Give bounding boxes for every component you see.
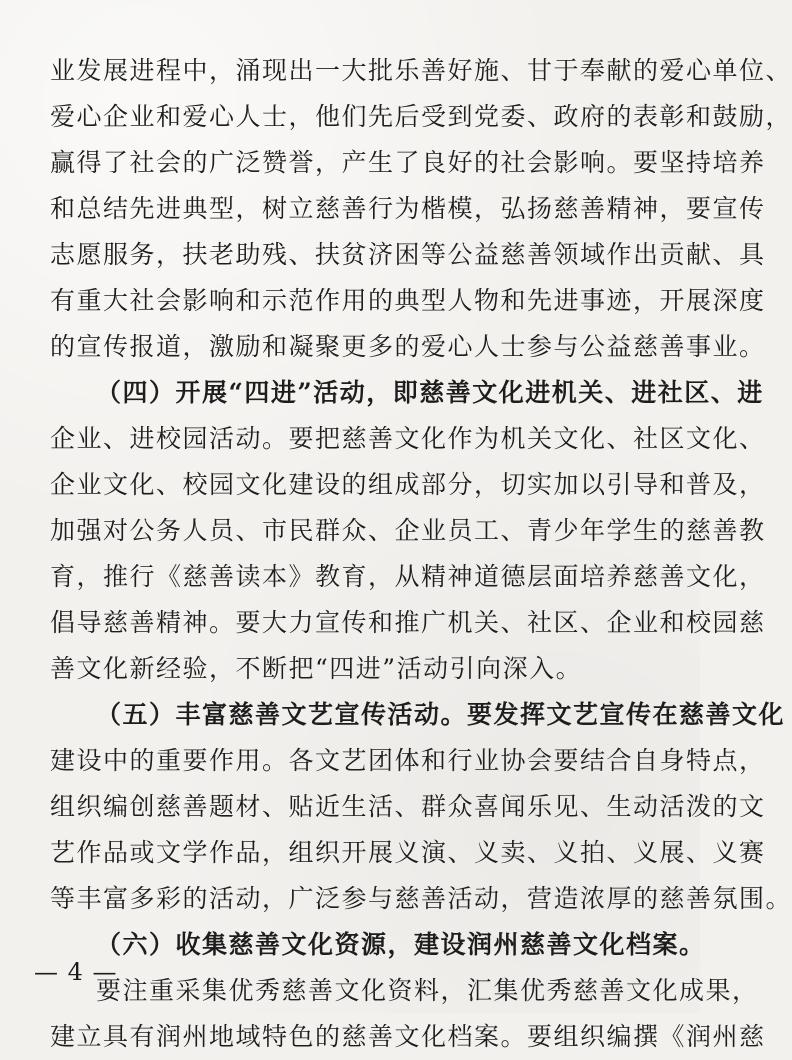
section-heading-5: （五）丰富慈善文艺宣传活动。要发挥文艺宣传在慈善文化 [96,700,786,729]
text-line: 爱心企业和爱心人士，他们先后受到党委、政府的表彰和鼓励， [50,102,792,131]
text-line: 志愿服务，扶老助残、扶贫济困等公益慈善领域作出贡献、具 [50,240,766,269]
text-line: 赢得了社会的广泛赞誉，产生了良好的社会影响。要坚持培养 [50,148,766,177]
text-line: 的宣传报道，激励和凝聚更多的爱心人士参与公益慈善事业。 [50,332,766,361]
text-line: 建设中的重要作用。各文艺团体和行业协会要结合自身特点， [50,746,766,775]
text-line: 企业、进校园活动。要把慈善文化作为机关文化、社区文化、 [50,424,766,453]
body-text [50,48,792,1060]
section-heading-4: （四）开展“四进”活动，即慈善文化进机关、进社区、进 [96,378,764,407]
text-line: 加强对公务人员、市民群众、企业员工、青少年学生的慈善教 [50,516,766,545]
text-line: 倡导慈善精神。要大力宣传和推广机关、社区、企业和校园慈 [50,608,766,637]
text-line: 艺作品或文学作品，组织开展义演、义卖、义拍、义展、义赛 [50,838,766,867]
section-heading-6: （六）收集慈善文化资源，建设润州慈善文化档案。 [96,930,706,959]
text-line: 善文化新经验，不断把“四进”活动引向深入。 [50,654,583,683]
text-line: 和总结先进典型，树立慈善行为楷模，弘扬慈善精神，要宣传 [50,194,766,223]
text-line: 组织编创慈善题材、贴近生活、群众喜闻乐见、生动活泼的文 [50,792,766,821]
text-line: 育，推行《慈善读本》教育，从精神道德层面培养慈善文化， [50,562,766,591]
text-line: 等丰富多彩的活动，广泛参与慈善活动，营造浓厚的慈善氛围。 [50,884,792,913]
text-line: 企业文化、校园文化建设的组成部分，切实加以引导和普及， [50,470,766,499]
text-line: 建立具有润州地域特色的慈善文化档案。要组织编撰《润州慈 [50,1022,766,1051]
page-number: — 4 — [34,958,118,986]
text-line: 要注重采集优秀慈善文化资料，汇集优秀慈善文化成果， [96,976,759,1005]
text-line: 有重大社会影响和示范作用的典型人物和先进事迹，开展深度 [50,286,766,315]
text-line: 业发展进程中，涌现出一大批乐善好施、甘于奉献的爱心单位、 [50,56,792,85]
